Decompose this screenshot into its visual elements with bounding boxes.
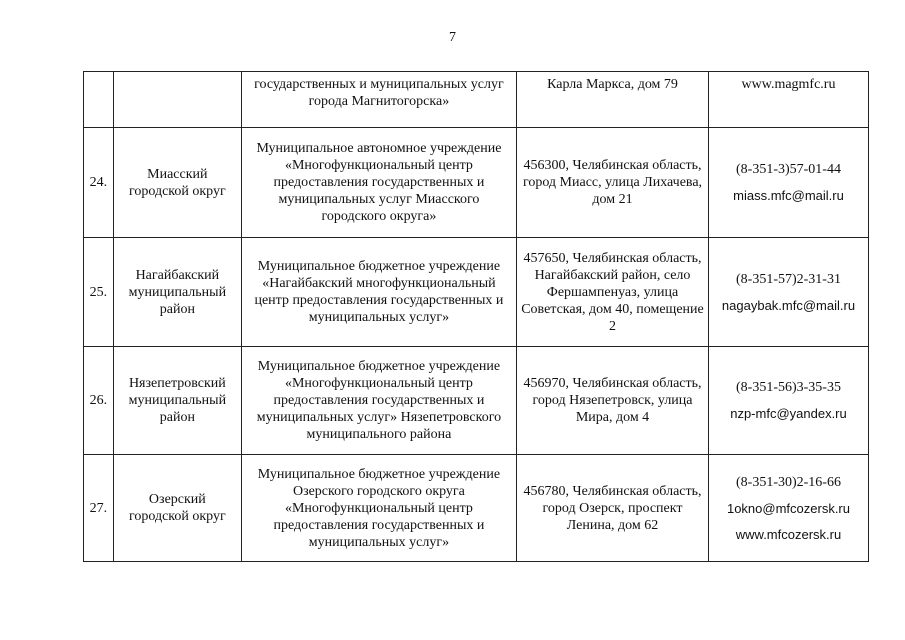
cell-organization: Муниципальное автономное учреждение «Многофункциональный центр предоставления государственных и муниципальных услуг Миасского городского округа» — [241, 128, 516, 238]
contact-email: nagaybak.mfc@mail.ru — [721, 297, 856, 313]
cell-address: 456300, Челябинская область, город Миасс, улица Лихачева, дом 21 — [517, 128, 709, 238]
cell-name: Миасский городской округ — [113, 128, 241, 238]
page-number: 7 — [449, 30, 456, 45]
cell-num: 24. — [84, 128, 114, 238]
cell-organization: Муниципальное бюджетное учреждение «Нагайбакский многофункциональный центр предоставления государственных и муниципальных услуг» — [241, 238, 516, 347]
table-row-continuation — [84, 72, 869, 128]
cell-contacts — [708, 347, 868, 455]
mfc-table — [83, 71, 869, 562]
contact-email: nzp-mfc@yandex.ru — [730, 406, 847, 421]
cell-num: 25. — [84, 238, 114, 347]
cell-organization: Муниципальное бюджетное учреждение Озерского городского округа «Многофункциональный центр предоставления государственных и муниципальных услуг» — [241, 455, 516, 562]
cell-organization: Муниципальное бюджетное учреждение «Многофункциональный центр предоставления государственных и муниципальных услуг» Нязепетровского муниципального района — [241, 347, 516, 455]
cell-num: 26. — [84, 347, 114, 455]
table-row — [84, 347, 869, 455]
contact-phone: (8-351-56)3-35-35 — [736, 380, 841, 395]
cell-contacts — [708, 455, 868, 562]
table-row — [84, 238, 869, 347]
cell-name — [113, 72, 241, 128]
contact-website: www.mfcozersk.ru — [735, 526, 842, 542]
contact-phone: (8-351-57)2-31-31 — [736, 271, 841, 287]
cell-contact-website: www.magmfc.ru — [708, 72, 868, 128]
cell-address: 456780, Челябинская область, город Озерск, проспект Ленина, дом 62 — [517, 455, 709, 562]
contact-phone: (8-351-30)2-16-66 — [736, 474, 841, 490]
contact-email: miass.mfc@mail.ru — [733, 188, 844, 203]
cell-contacts — [708, 128, 868, 238]
cell-name: Озерский городской округ — [113, 455, 241, 562]
table-row — [84, 128, 869, 238]
cell-organization: государственных и муниципальных услуг города Магнитогорска» — [241, 72, 516, 128]
cell-name: Нагайбакский муниципальный район — [113, 238, 241, 347]
cell-name: Нязепетровский муниципальный район — [113, 347, 241, 455]
cell-num: 27. — [84, 455, 114, 562]
contact-phone: (8-351-3)57-01-44 — [736, 162, 841, 177]
contact-email: 1okno@mfcozersk.ru — [726, 500, 850, 516]
cell-contacts — [708, 238, 868, 347]
cell-address: 456970, Челябинская область, город Нязепетровск, улица Мира, дом 4 — [517, 347, 709, 455]
table-row — [84, 455, 869, 562]
cell-address: 457650, Челябинская область, Нагайбакский район, село Фершампенуаз, улица Советская, дом 40, помещение 2 — [517, 238, 709, 347]
cell-address: Карла Маркса, дом 79 — [517, 72, 709, 128]
cell-num — [84, 72, 114, 128]
